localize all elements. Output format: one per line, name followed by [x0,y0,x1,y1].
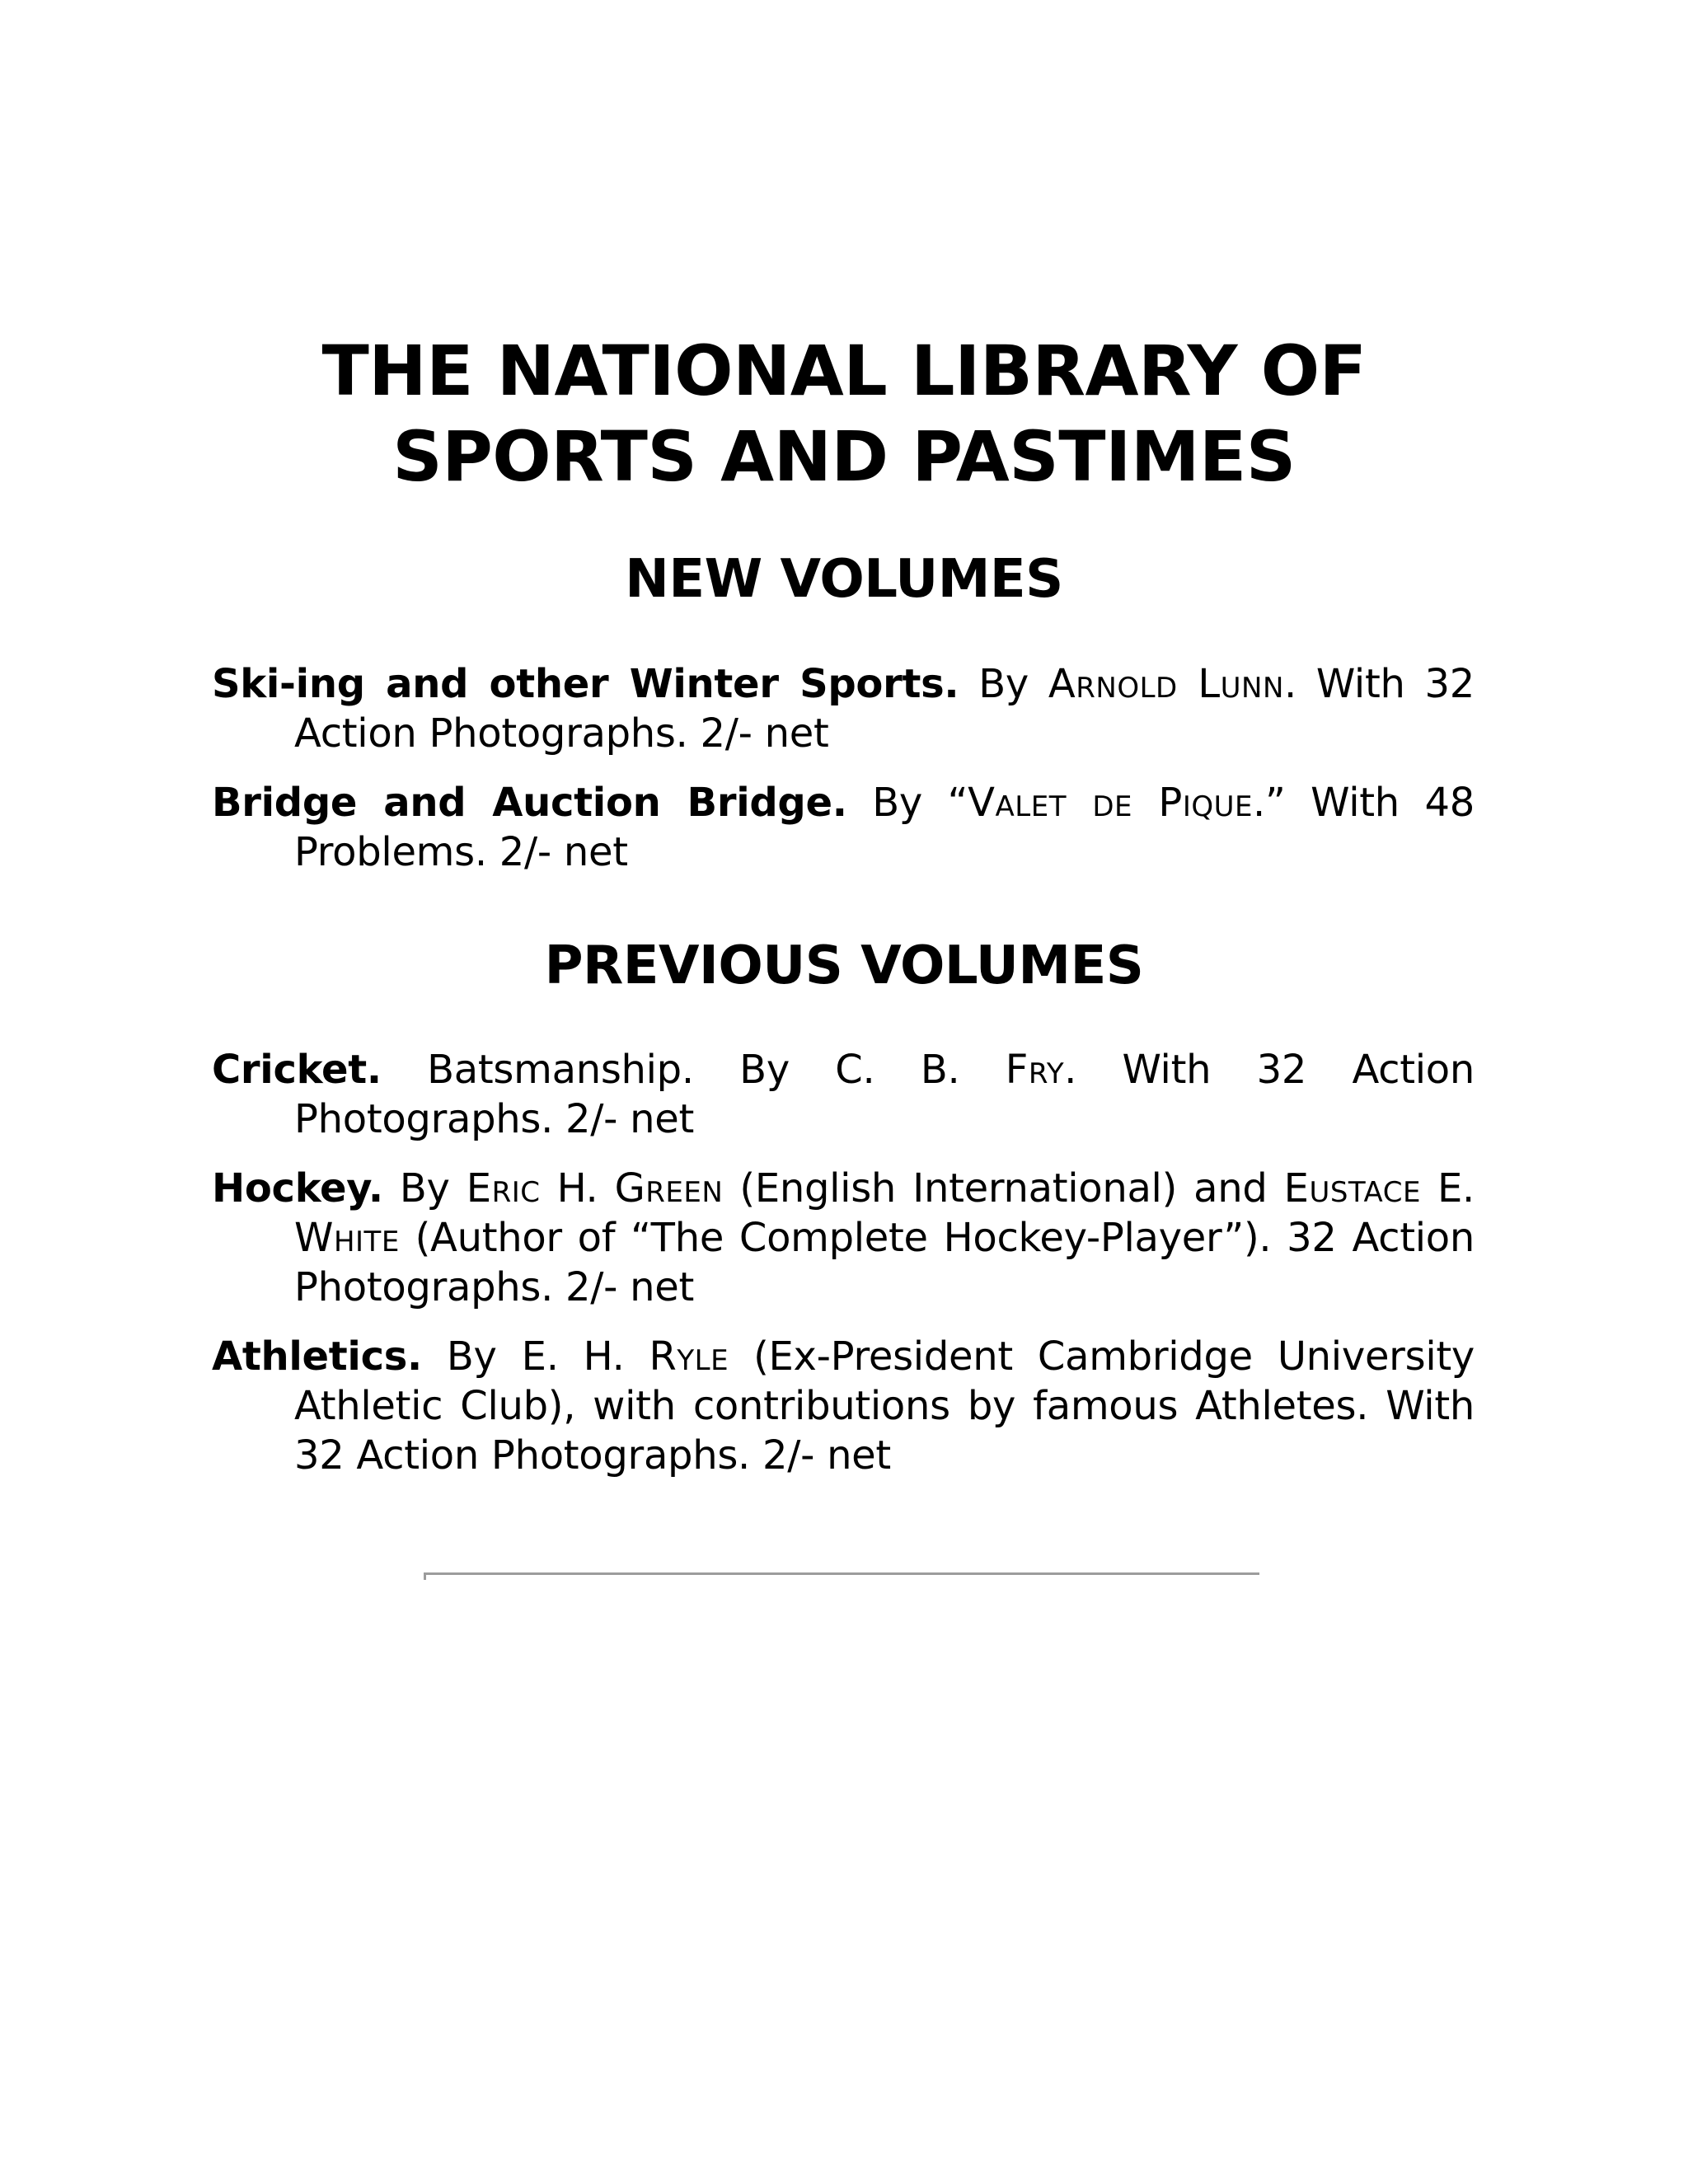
volume-title: Cricket. [212,1047,382,1093]
new-volumes-heading: NEW VOLUMES [625,549,1063,610]
volume-author-initial: H. [540,1165,615,1212]
volume-details: . With 32 Action Photographs. 2/- net [294,661,1475,757]
volume-details: .” With 48 Problems. 2/- net [294,780,1475,875]
volume-entry-skiing [212,659,1475,758]
volume-by: By “ [846,780,968,826]
volume-details: (Author of “The Complete Hockey-Player”). 32 Action Photographs. 2/- net [294,1215,1475,1310]
volume-author: Valet de Pique [968,780,1254,826]
volume-coauthor-surname: White [294,1215,400,1261]
page-title-line-1: THE NATIONAL LIBRARY OF [321,330,1367,411]
volume-entry-bridge [212,778,1475,877]
volume-author-surname: Green [614,1165,724,1212]
volume-entry-hockey [212,1164,1475,1312]
volume-entry-cricket [212,1045,1475,1144]
previous-volumes-list [212,1045,1475,1500]
volume-by: By E. H. [421,1333,649,1380]
volume-author: Fry [1005,1047,1065,1093]
volume-details: . With 32 Action Photographs. 2/- net [294,1047,1475,1142]
volume-title: Athletics. [212,1333,422,1380]
volume-author: Arnold Lunn [1048,661,1284,707]
volume-entry-athletics [212,1332,1475,1480]
page-title [0,328,1688,499]
volume-by: Batsmanship. By C. B. [381,1047,1006,1093]
horizontal-rule [424,1572,1259,1575]
volume-title: Bridge and Auction Bridge. [212,780,847,826]
previous-volumes-heading: PREVIOUS VOLUMES [544,935,1144,996]
page-title-line-2: SPORTS AND PASTIMES [392,416,1296,497]
volume-author: Ryle [649,1333,729,1380]
volume-title: Hockey. [212,1165,383,1212]
volume-credit: (English International) and [723,1165,1284,1212]
volume-details: (Ex-President Cambridge University Athletic Club), with contributions by famous Athletes. With 32 Action Photographs. 2/- net [294,1333,1475,1479]
volume-coauthor-initial: E. [1420,1165,1475,1212]
volume-coauthor: Eustace [1283,1165,1421,1212]
new-volumes-list [212,659,1475,897]
volume-author: Eric [466,1165,541,1212]
volume-by: By [959,661,1048,707]
volume-by: By [382,1165,467,1212]
volume-title: Ski-ing and other Winter Sports. [212,661,959,707]
